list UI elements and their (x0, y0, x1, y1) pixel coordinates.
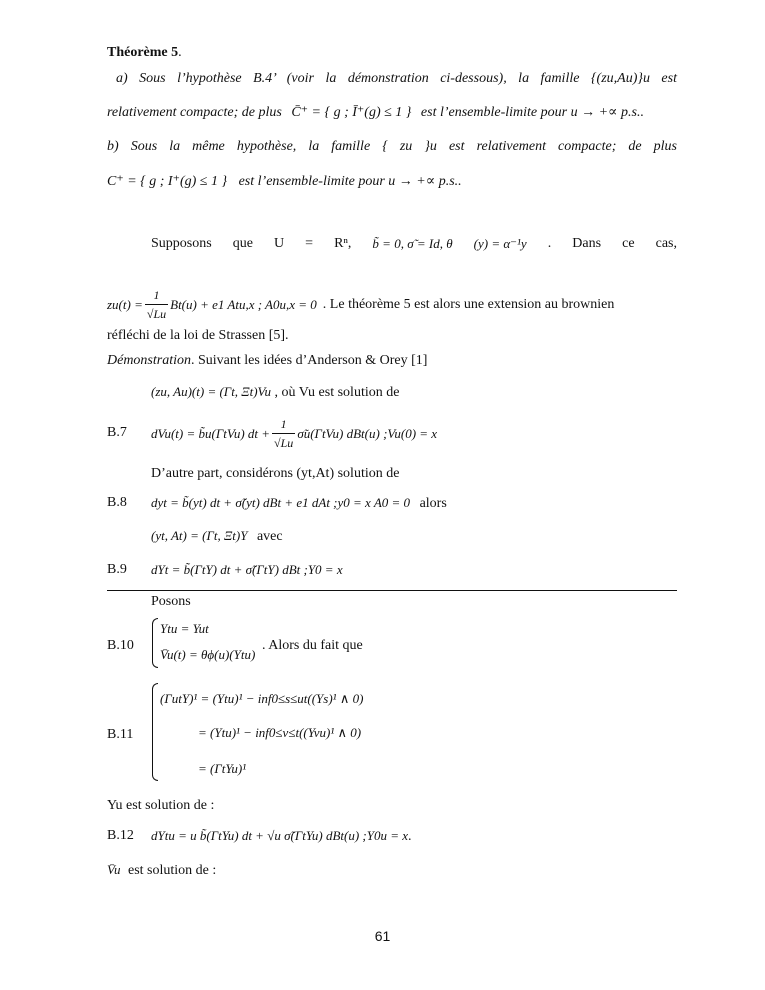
horizontal-rule (107, 590, 677, 591)
zu-definition: zu(t) = $\frac{1}{√Lu}$ Bt(u) + e1 Atu,x ; A0u,x = 0 . Le théorème 5 est alors une extension au brownien (107, 288, 615, 321)
eq-b10-label: B.10 (107, 638, 134, 653)
eq-b12-formula: dYtu = u b̃(ΓtYu) dt + √u σ̃(ΓtYu) dBt(u) ;Y0u = x. (151, 828, 412, 844)
theorem-a-line2: relativement compacte; de plus C̄⁺ = { g ; Ī⁺(g) ≤ 1 } est l’ensemble-limite pour u → +∝ p.s.. (107, 105, 644, 120)
eq-b11-line3: = (ΓtYu)¹ (198, 761, 247, 776)
theorem-a-line1: a) Sous l’hypothèse B.4’ (voir la démonstration ci-dessous), la famille {(zu,Au)}u est (116, 71, 677, 86)
ya-equation: (yt, At) = (Γt, Ξt)Y avec (151, 528, 283, 544)
eq-b8-formula: dyt = b̃(yt) dt + σ̃(yt) dBt + e1 dAt ;y0 = x A0 = 0 alors (151, 495, 447, 511)
eq-b10-line2: V̄u(t) = θϕ(u)(Ytu) (160, 647, 256, 662)
dautre-line: D’autre part, considérons (yt,At) solution de (151, 466, 400, 481)
eq-b7-formula: dVu(t) = b̃u(ΓtVu) dt + $\frac{1}{√Lu}$ σ̃u(ΓtVu) dBt(u) ;Vu(0) = x (151, 417, 438, 450)
eq-b10-line1: Ytu = Yut (160, 621, 209, 636)
brace-b11 (152, 683, 158, 781)
reflechi-line: réfléchi de la loi de Strassen [5]. (107, 328, 289, 343)
theorem-b-line2: C⁺ = { g ; I⁺(g) ≤ 1 } est l’ensemble-limite pour u → +∝ p.s.. (107, 174, 462, 189)
brace-b10 (152, 618, 158, 668)
theorem-title: Théorème 5. (107, 45, 182, 60)
eq-b11-line1: (ΓutY)¹ = (Ytu)¹ − inf0≤s≤ut((Ys)¹ ∧ 0) (160, 691, 364, 706)
theorem-b-math: C⁺ = { g ; I⁺(g) ≤ 1 } (107, 174, 228, 189)
eq-b11-label: B.11 (107, 727, 134, 742)
supposons-line: Supposons que U = Rⁿ, b̃ = 0, σ̃ = Id, θ (y) = α⁻¹y . Dans ce cas, (151, 236, 677, 251)
fraction-1-sqrt-lu: $\frac{1}{√Lu}$ (146, 288, 167, 321)
posons-line: Posons (151, 594, 191, 609)
theorem-a-math: C̄⁺ = { g ; Ī⁺(g) ≤ 1 } (291, 105, 412, 120)
eq-b11-line2: = (Ytu)¹ − inf0≤v≤t((Yvu)¹ ∧ 0) (198, 725, 362, 740)
demonstration-line: Démonstration. Suivant les idées d’Anderson & Orey [1] (107, 353, 428, 368)
eq-b10-text: . Alors du fait que (262, 638, 363, 653)
theorem-b-line1: b) Sous la même hypothèse, la famille { zu }u est relativement compacte; de plus (107, 139, 677, 154)
eq-b9-formula: dYt = b̃(ΓtY) dt + σ̃(ΓtY) dBt ;Y0 = x (151, 562, 343, 577)
page-number: 61 (374, 928, 391, 944)
fraction-b7: $\frac{1}{√Lu}$ (274, 417, 294, 450)
eq-b8: B.8 (107, 495, 127, 510)
eq-b9: B.9 (107, 562, 127, 577)
eq-b12-label: B.12 (107, 828, 134, 843)
vu-solution-line: V̄u est solution de : (107, 862, 217, 878)
zu-au-equation: (zu, Au)(t) = (Γt, Ξt)Vu , où Vu est solution de (151, 384, 400, 400)
eq-b7: B.7 (107, 425, 127, 440)
yu-solution-line: Yu est solution de : (107, 798, 215, 813)
